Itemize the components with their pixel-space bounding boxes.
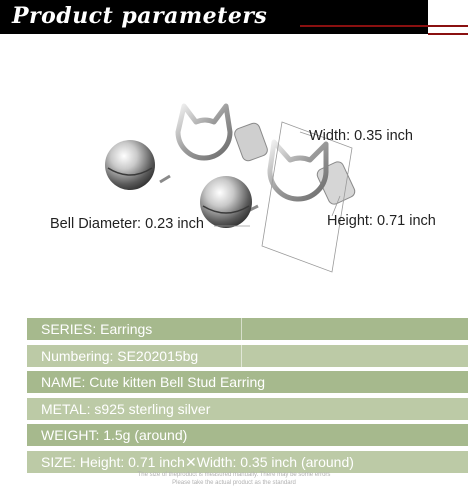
earring-back	[105, 106, 269, 190]
param-text: NAME: Cute kitten Bell Stud Earring	[41, 374, 266, 391]
param-row-weight	[27, 424, 468, 446]
width-label: Width: 0.35 inch	[309, 128, 413, 144]
param-text: WEIGHT: 1.5g (around)	[41, 427, 188, 444]
earring-illustration	[0, 40, 468, 320]
param-row-series	[27, 318, 468, 340]
product-photo	[0, 40, 468, 320]
param-text: SERIES: Earrings	[41, 321, 153, 337]
param-text: SIZE: Height: 0.71 inch✕Width: 0.35 inch (around)	[41, 453, 354, 470]
header-stripe	[428, 33, 468, 35]
param-text: METAL: s925 sterling silver	[41, 400, 211, 417]
page-title: Product parameters	[12, 3, 268, 29]
param-row-numbering	[27, 345, 468, 367]
header-stripe	[300, 25, 468, 27]
param-row-name	[27, 371, 468, 393]
param-row-metal	[27, 398, 468, 420]
header-bar	[0, 0, 428, 34]
bell-diameter-label: Bell Diameter: 0.23 inch	[50, 216, 204, 232]
parameter-table	[27, 318, 468, 478]
height-label: Height: 0.71 inch	[327, 213, 436, 229]
header	[0, 0, 468, 34]
param-text: Numbering: SE202015bg	[41, 347, 199, 364]
footnote-line-2: Please take the actual product as the standard	[172, 480, 296, 486]
footnote-line-1: The size of theproduct is measured manually. There may be some errors	[137, 472, 331, 478]
param-row-size	[27, 451, 468, 473]
